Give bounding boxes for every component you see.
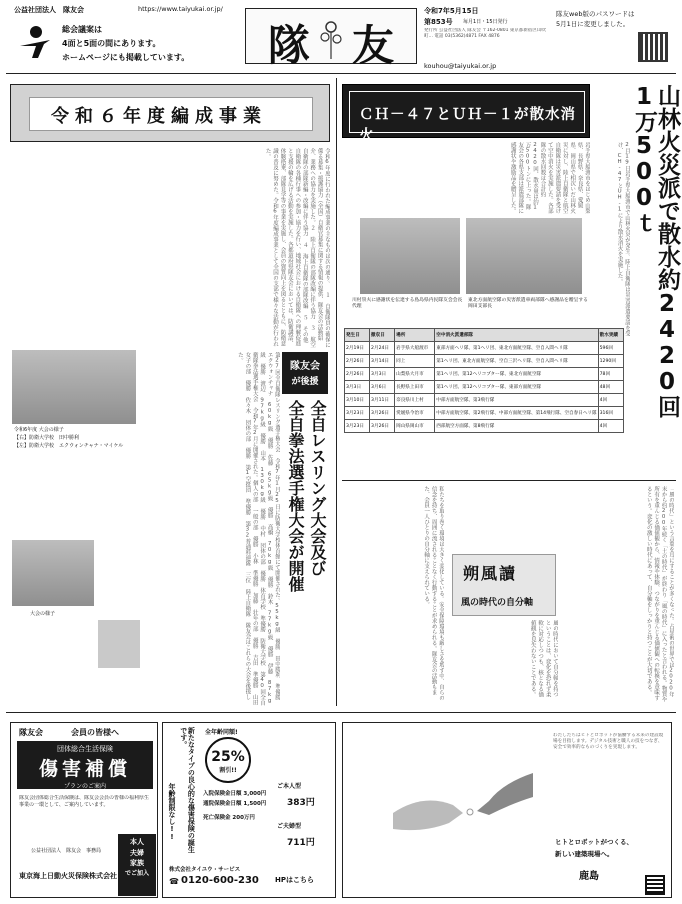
email[interactable]: kouhou@taiyukai.or.jp [424, 62, 497, 70]
issue-frequency: 毎月1日・15日発行 [463, 19, 508, 25]
price1-value: 383円 [287, 798, 315, 808]
insurance-body: 隊友会団体総合生活保険は、隊友会会員の皆様の福利厚生事業の一環として、ご案内しています。 [19, 795, 150, 808]
title-plate [245, 8, 417, 70]
masthead-url[interactable]: https://www.taiyukai.or.jp/ [138, 5, 223, 13]
column-title: 風の時代の自分軸 [461, 598, 534, 608]
insurance-side-box [118, 834, 156, 896]
kajima-slogan-2: 新しい建築現場へ。 [555, 850, 614, 858]
cell: 78回 [598, 368, 623, 381]
cell: 596回 [598, 342, 623, 355]
notice-line1: 総会議案は [62, 25, 102, 34]
cell: 2月26日 [345, 355, 370, 368]
masthead-divider [6, 73, 676, 74]
notice-line3: ホームページにも掲載しています。 [62, 53, 190, 62]
cell: 1290回 [598, 355, 623, 368]
tel-number[interactable]: 0120-600-230 [181, 875, 259, 886]
kajima-brand: 鹿島 [579, 871, 599, 882]
cell: 西部航空方面隊、第8飛行隊 [435, 420, 598, 433]
wrestling-headline-2: 全自拳法選手権大会が開催 [286, 400, 305, 592]
award-photo-2-caption: 東北方面航空隊の災害派遣車両部隊へ感謝品を贈呈する岡田支部長 [468, 298, 588, 310]
discount-label: 全年齢同額! [205, 729, 238, 736]
masthead [0, 0, 682, 72]
table-divider [342, 480, 676, 481]
hensei-banner [10, 84, 330, 142]
cell: 3月11日 [370, 394, 395, 407]
col-header-start: 発生日 [345, 329, 370, 342]
cell: 岡山県岡山市 [395, 420, 435, 433]
price1-label: ご本人型 [277, 783, 302, 790]
kajima-copy: わたしたちはヒトとロボットが協働する未来の建設現場を目指します。デジタル技術と職人の技をつなぎ、安全で効率的なものづくりを実現します。 [553, 733, 664, 751]
kenpo-photo-caption: 大会の様子 [30, 611, 56, 617]
web-notice: 隊友web版のパスワードは5月1日に変更しました。 [556, 10, 635, 28]
table-row [345, 394, 624, 407]
support-badge-top: 隊友会 [290, 361, 320, 372]
cell: 愛媛県今治市 [395, 407, 435, 420]
discount-badge [205, 737, 251, 783]
wrestling-headline-1: 全自レスリング大会及び [308, 400, 327, 576]
cell: 3月26日 [370, 407, 395, 420]
cell: 2月26日 [345, 368, 370, 381]
support-badge [282, 352, 328, 394]
cell: 岩手県大船渡市 [395, 342, 435, 355]
kenpo-photo [12, 540, 94, 606]
big-vertical-headline: 山林火災派で散水約2420回1万500ｔ [631, 84, 680, 418]
wrestling-photo-caption: 令和6年度 大会の様子 [14, 427, 64, 433]
insurance-side-1: 本人 [130, 838, 144, 846]
cell: 48回 [598, 381, 623, 394]
insurance-side-3: 家族 [130, 859, 144, 867]
cell: 4回 [598, 394, 623, 407]
qr-code-icon[interactable] [638, 32, 668, 62]
cell: 3月23日 [345, 407, 370, 420]
headline-box [342, 84, 590, 144]
kajima-ad[interactable] [342, 722, 672, 898]
photo-label-left: 【左】防衛大学校 エクウォンチャナ・マイケル [14, 443, 124, 449]
ad-divider [6, 712, 676, 713]
col-header-place: 場所 [395, 329, 435, 342]
insurance-title-bar [17, 741, 153, 789]
photo-label-right: 【右】防衛大学校 田中勝利 [14, 435, 80, 441]
award-photo-2 [466, 218, 582, 294]
hensei-title: 令和６年度編成事業 [51, 106, 267, 127]
insurance-org: 隊友会 [19, 728, 43, 737]
insurance-note: 公益社団法人 隊友会 事務局 [31, 848, 102, 854]
hp-link[interactable]: HPはこちら [275, 876, 314, 884]
award-photo-1-caption: 川村崇夫に感謝状を伝達する島岛県内民隊友会会長代理 [352, 298, 463, 310]
column-text-right: 「風の時代」という言葉を耳にすることが多くなった。占星術の世界では2020年末から約200年続く「土の時代」が終わり「風の時代」に入ったと言われる。物質や所有を重んじる価値観から、情報や体験、つながりを重んじる価値観への転換を意味するという。変化の激しい時代にあって、自分軸をしっかりと持つことが大切である。 [645, 486, 674, 702]
logo-icon [18, 22, 52, 60]
nenrei-text: 年齢制限なし!! [168, 783, 176, 841]
insurance-sub: プランのご案内 [63, 783, 106, 790]
masthead-org: 公益社団法人 隊友会 [14, 6, 84, 14]
table-row [345, 407, 624, 420]
wrestling-results-text: 第27回全自衛隊レスリング選手権大会 令和7年1月25日に防衛大学校体育館にて開催された。55kg級 優勝 田中勝利 準優勝 エクウォンチャナ 60kg級 優勝 佐藤 65kg級 優勝 高橋 70kg級 優勝 鈴木 77kg級 優勝 伊藤 87kg級 優勝 渡辺 97kg級 優勝 山本 130kg級 優勝 中村 団体の部 優勝 体育学校 準優勝 防衛大学校 第40回全自衛隊拳法選手権大会 令和7年2月に開催された。個人の部 一般の部 優勝 小林 準優勝 加藤 壮年の部 優勝 吉田 準優勝 山田 女子の部 優勝 佐々木 団体の部 優勝 第1空挺団 準優勝 第32普通科連隊 三位 陸上自衛隊 隊友会はこれらの大会を後援した。 [236, 352, 280, 706]
column-title-box [452, 554, 556, 616]
cell: 山梨県大月市 [395, 368, 435, 381]
table-row [345, 355, 624, 368]
cell: 2月19日 [345, 342, 370, 355]
col-header-end: 撤収日 [370, 329, 395, 342]
new-type-text: 新たなタイプの良心的な傷害保険の誕生です。 [179, 727, 196, 853]
headline-box-text: ＣＨ－４７とＵＨ－１が散水消火 [359, 107, 576, 144]
cell: 3月14日 [370, 355, 395, 368]
column-logo: 朔風讀 [463, 564, 518, 583]
title-left-char: 隊 [268, 21, 311, 70]
table-row [345, 368, 624, 381]
price2-label: ご夫婦型 [277, 823, 302, 830]
award-photo-1 [360, 218, 460, 294]
price2-value: 711円 [287, 838, 315, 848]
kajima-slogan-1: ヒトとロボットがつくる、 [555, 838, 633, 846]
discount-value: 25% [211, 749, 245, 765]
table-row [345, 342, 624, 355]
support-badge-bottom: が後援 [291, 377, 319, 387]
table-row [345, 381, 624, 394]
issue-date: 令和7年5月15日 [424, 7, 479, 15]
cell: 奈良県川上村 [395, 394, 435, 407]
cell: 第1ヘリ団、第12ヘリコプター隊、東部方面航空隊 [435, 381, 598, 394]
insurance-main: 傷害補償 [38, 758, 131, 780]
service-ad[interactable] [162, 722, 336, 898]
table-row [345, 420, 624, 433]
insurance-title1: 会員の皆様へ [71, 728, 119, 737]
hospital-2: 通院保険金日額 1,500円 [203, 801, 267, 807]
column-text-middle: 風の時代において自分軸を持つということは、変化を恐れず柔軟に対応しつつも、核となる価値観を見失わないことである。 [529, 620, 558, 697]
robot-hand-image [393, 753, 533, 853]
cell: 同上 [395, 355, 435, 368]
cell: 中部方面航空隊、第2飛行隊、中部方面航空隊、第14飛行隊、空自春日ヘリ隊 [435, 407, 598, 420]
insurance-side-2: 夫婦 [130, 848, 144, 857]
wrestling-photo [12, 350, 136, 424]
dispatch-table [344, 328, 624, 433]
cell: 東部方面ヘリ隊、第1ヘリ団、東北方面航空隊、空自入間ヘリ隊 [435, 342, 598, 355]
cell: 3月23日 [345, 420, 370, 433]
discount-suffix: 割引!! [219, 767, 237, 774]
cell: 316回 [598, 407, 623, 420]
insurance-company: 東京海上日動火災保険株式会社 [19, 872, 117, 880]
cell: 4回 [598, 420, 623, 433]
hospital-1: 入院保険金日額 3,000円 [203, 791, 267, 797]
cell: 第1ヘリ団、第12ヘリコプター隊、東北方面航空隊 [435, 368, 598, 381]
column-text-left: 私たちを取り巻く環境は大きく変化している。安全保障環境も厳しさを増す中、自らの信念を持ち、周囲に流されることなく行動することが求められる。隊友会の活動もまた、会員一人ひとりの自分軸に支えられている。 [423, 486, 444, 701]
cell: 3月26日 [370, 420, 395, 433]
fire-article-text-2: 岩手県大船渡市をはじめ山梨県、長野県、奈良県、愛媛県、岡山県で相次いだ山林火災に対し、陸上自衛隊と航空自衛隊は災害派遣要請を受けて空中消火を実施した。各部隊の散水回数は合計約2420回、散水量は約1万500トンに上った。隊友会の各県支部は派遣部隊に感謝状や激励品を贈呈した。 [509, 142, 590, 214]
kajima-qr-icon[interactable] [645, 875, 665, 895]
cell: 第1ヘリ団、東北方面航空隊、空自三沢ヘリ隊、空自入間ヘリ隊 [435, 355, 598, 368]
dispatch-table-header [345, 329, 624, 342]
fire-article-text: 2月19日岩手県大船渡市で山林火災が発生。陸上自衛隊は災害派遣要請を受け、CH-47とUH-1により散水消火を実施した。 [616, 142, 630, 336]
col-header-units: 空中消火派遣部隊 [435, 329, 598, 342]
insurance-title2: 団体総合生活保険 [57, 745, 113, 753]
cell: 3月6日 [370, 381, 395, 394]
cell: 長野県上田市 [395, 381, 435, 394]
issue-number: 第853号 [424, 18, 453, 26]
publisher-info: 発行所 公益社団法人 隊友会 〒162-0801 東京都新宿区山吹町… 電話 03(5362)4871 FAX 4876 [424, 28, 546, 40]
cell: 3月3日 [370, 368, 395, 381]
flower-icon [316, 13, 346, 61]
notice-line2: 4面と5面の間にあります。 [62, 39, 161, 48]
company2: 株式会社タイユウ・サービス [169, 867, 241, 873]
hospital-3: 死亡保険金 200万円 [203, 815, 255, 821]
cell: 中部方面航空隊、第3飛行隊 [435, 394, 598, 407]
title-right-char: 友 [352, 21, 395, 70]
cell: 3月10日 [345, 394, 370, 407]
left-right-divider [336, 78, 337, 706]
cell: 2月24日 [370, 342, 395, 355]
insurance-side-4: でご加入 [124, 869, 149, 877]
hensei-article-text: 令和6年度に行われた編成事業の主なものは次の通り。 １ 自衛隊員の確保に係る募集・援護協力（全国）自衛官募集に関する情報の提供、隊友会の活動紹介、業務への協力を実施した。２ 陸上自衛隊の部隊改編に伴う協力 ３ 航空自衛隊の部隊新編・改編に伴う協力 ４ 海上自衛隊の部隊改編 ５ その他 自衛隊の各種行事への参加・協力を行い、地域社会における自衛隊への理解促進と支援の輪を広げる活動を実施した。各都道府県隊友会においては、防衛講話、体験搭乗、部隊見学等の事業を実施し、会員の資質向上を図るとともに、防衛意識の普及に努めた。令和6年度編成事業として全国の支部で様々な活動が行われた。 [264, 148, 330, 348]
cell: 3月3日 [345, 381, 370, 394]
col-header-result: 散水実績 [598, 329, 623, 342]
results-label-box [98, 620, 140, 668]
phone-icon: ☎ [169, 877, 179, 886]
